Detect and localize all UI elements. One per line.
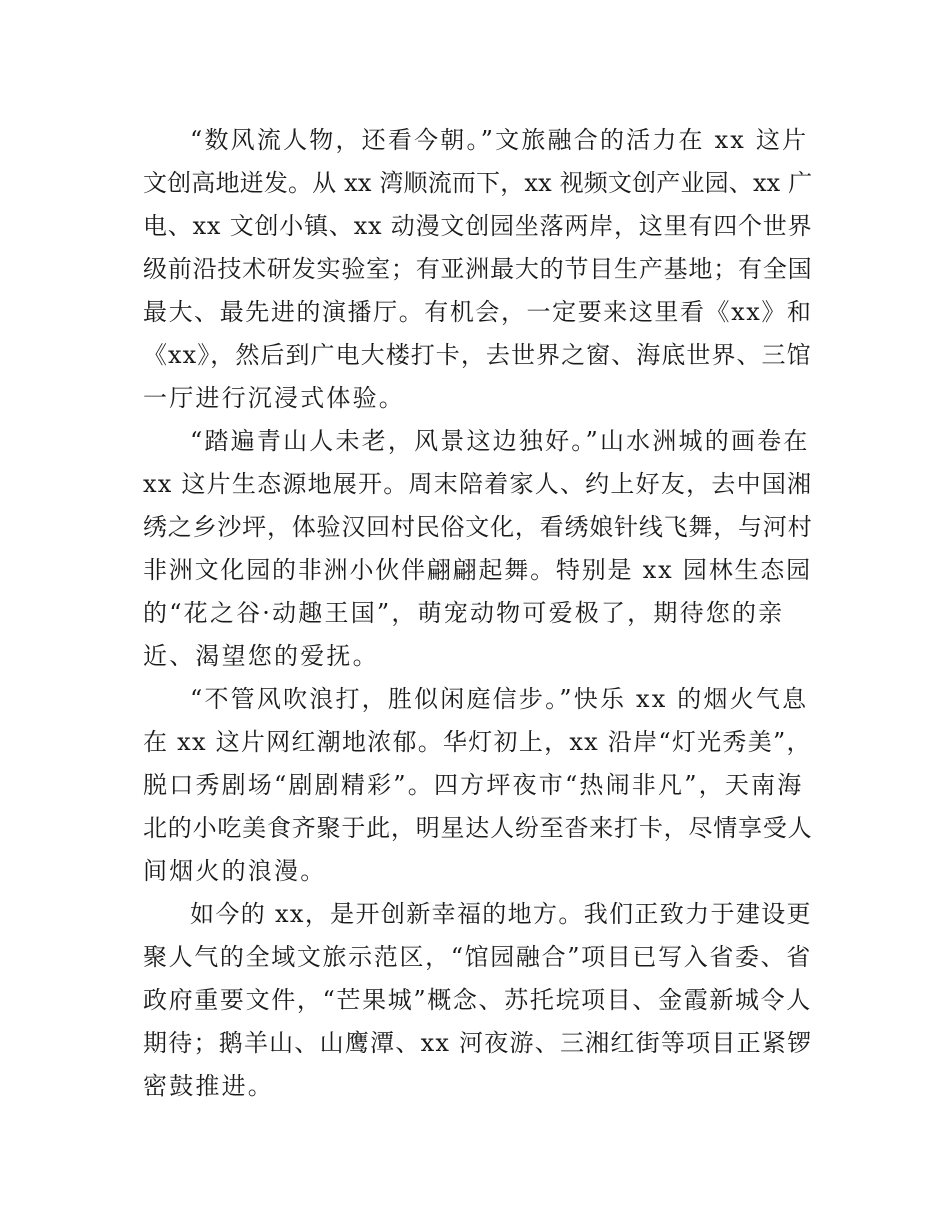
paragraph-1-line-1: “数风流人物，还看今朝。”文旅融合的活力在 xx 这片 [190, 126, 809, 154]
paragraph-1-line-4: 级前沿技术研发实验室；有亚洲最大的节目生产基地；有全国 [143, 255, 813, 283]
paragraph-2-line-3: 绣之乡沙坪，体验汉回村民俗文化，看绣娘针线飞舞，与河村 [143, 513, 813, 541]
paragraph-1-line-6: 《xx》，然后到广电大楼打卡，去世界之窗、海底世界、三馆 [143, 341, 812, 369]
paragraph-1-line-5: 最大、最先进的演播厅。有机会，一定要来这里看《xx》和 [143, 298, 813, 326]
paragraph-4-line-3: 政府重要文件，“芒果城”概念、苏托垸项目、金霞新城令人 [143, 986, 812, 1014]
paragraph-2-line-4: 非洲文化园的非洲小伙伴翩翩起舞。特别是 xx 园林生态园 [143, 556, 812, 584]
paragraph-3-line-4: 北的小吃美食齐聚于此，明星达人纷至沓来打卡，尽情享受人 [143, 814, 813, 842]
paragraph-2-line-6: 近、渴望您的爱抚。 [143, 642, 379, 670]
paragraph-1-line-3: 电、xx 文创小镇、xx 动漫文创园坐落两岸，这里有四个世界 [143, 212, 813, 240]
paragraph-4-line-1: 如今的 xx，是开创新幸福的地方。我们正致力于建设更 [190, 900, 812, 928]
paragraph-3-line-2: 在 xx 这片网红潮地浓郁。华灯初上，xx 沿岸“灯光秀美”， [143, 728, 812, 756]
paragraph-4-line-2: 聚人气的全域文旅示范区，“馆园融合”项目已写入省委、省 [143, 943, 812, 971]
paragraph-4-line-5: 密鼓推进。 [143, 1072, 274, 1100]
paragraph-3-line-5: 间烟火的浪漫。 [143, 857, 327, 885]
paragraph-3-line-1: “不管风吹浪打，胜似闲庭信步。”快乐 xx 的烟火气息 [190, 685, 809, 713]
paragraph-2-line-1: “踏遍青山人未老，风景这边独好。”山水洲城的画卷在 [190, 427, 810, 455]
paragraph-2-line-5: 的“花之谷·动趣王国”，萌宠动物可爱极了，期待您的亲 [143, 599, 785, 627]
paragraph-2-line-2: xx 这片生态源地展开。周末陪着家人、约上好友，去中国湘 [143, 470, 813, 498]
paragraph-1-line-2: 文创高地迸发。从 xx 湾顺流而下，xx 视频文创产业园、xx 广 [143, 169, 813, 197]
paragraph-3-line-3: 脱口秀剧场“剧剧精彩”。四方坪夜市“热闹非凡”，天南海 [143, 771, 804, 799]
paragraph-1-line-7: 一厅进行沉浸式体验。 [143, 384, 405, 412]
paragraph-4-line-4: 期待；鹅羊山、山鹰潭、xx 河夜游、三湘红街等项目正紧锣 [143, 1029, 813, 1057]
